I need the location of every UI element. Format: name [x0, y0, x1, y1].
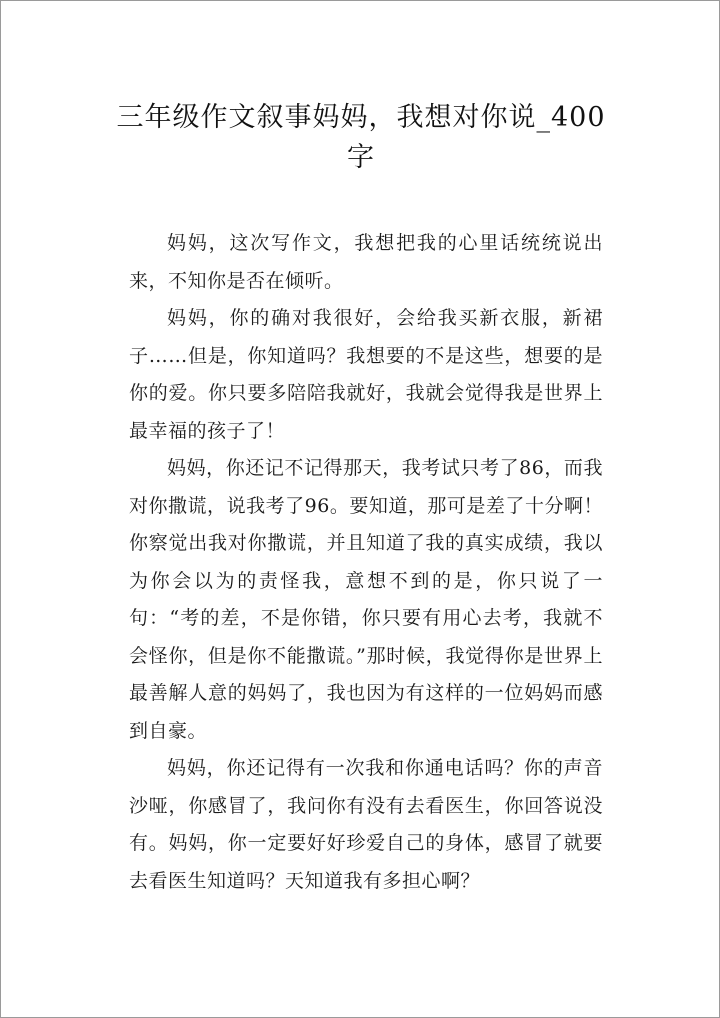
paragraph-2: 妈妈，你的确对我很好，会给我买新衣服，新裙子……但是，你知道吗？我想要的不是这些，想要的是你的爱。你只要多陪陪我就好，我就会觉得我是世界上最幸福的孩子了！	[129, 307, 603, 442]
paragraph-4: 妈妈，你还记得有一次我和你通电话吗？你的声音沙哑，你感冒了，我问你有没有去看医生，你回答说没有。妈妈，你一定要好好珍爱自己的身体，感冒了就要去看医生知道吗？天知道我有多担心啊？	[129, 757, 603, 892]
document-title: 三年级作文叙事妈妈，我想对你说_400字	[116, 102, 606, 173]
document-body	[129, 225, 603, 900]
paragraph-3: 妈妈，你还记不记得那天，我考试只考了86，而我对你撒谎，说我考了96。要知道，那可是差了十分啊！你察觉出我对你撒谎，并且知道了我的真实成绩，我以为你会以为的责怪我，意想不到的是，你只说了一句：“考的差，不是你错，你只要有用心去考，我就不会怪你，但是你不能撒谎。”那时候，我觉得你是世界上最善解人意的妈妈了，我也因为有这样的一位妈妈而感到自豪。	[129, 457, 603, 742]
paragraph-1: 妈妈，这次写作文，我想把我的心里话统统说出来，不知你是否在倾听。	[129, 232, 603, 292]
